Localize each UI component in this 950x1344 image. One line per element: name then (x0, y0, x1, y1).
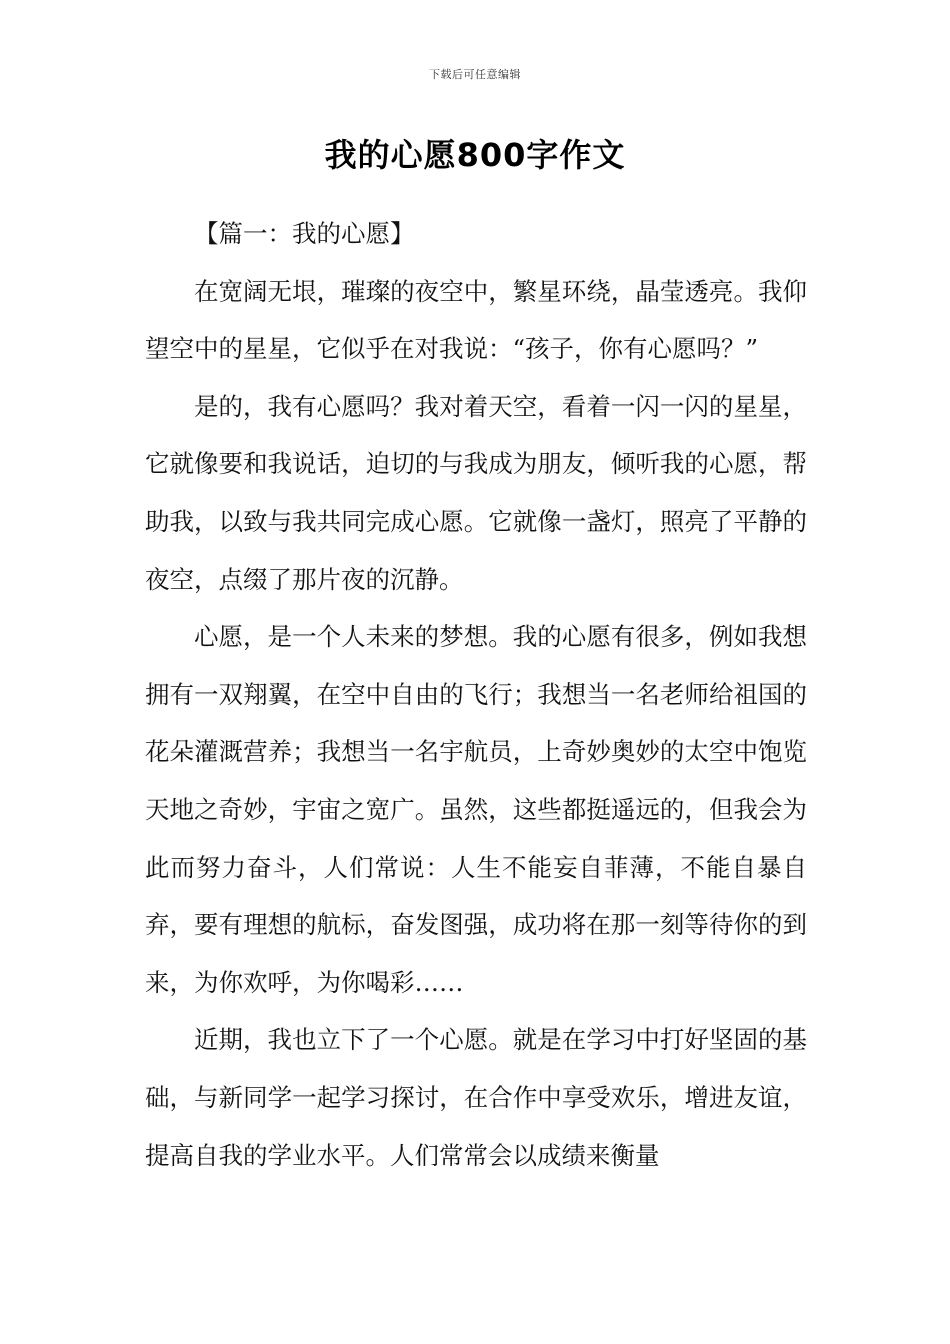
paragraph: 心愿，是一个人未来的梦想。我的心愿有很多，例如我想拥有一双翔翼，在空中自由的飞行；我想当一名老师给祖国的花朵灌溉营养；我想当一名宇航员，上奇妙奥妙的太空中饱览天地之奇妙，宇宙之宽广。虽然，这些都挺遥远的，但我会为此而努力奋斗，人们常说：人生不能妄自菲薄，不能自暴自弃，要有理想的航标，奋发图强，成功将在那一刻等待你的到来，为你欢呼，为你喝彩…… (145, 622, 807, 997)
paragraph: 近期，我也立下了一个心愿。就是在学习中打好坚固的基础，与新同学一起学习探讨，在合作中享受欢乐，增进友谊，提高自我的学业水平。人们常常会以成绩来衡量 (145, 1025, 807, 1170)
paragraph: 是的，我有心愿吗？我对着天空，看着一闪一闪的星星，它就像要和我说话，迫切的与我成为朋友，倾听我的心愿，帮助我，以致与我共同完成心愿。它就像一盏灯，照亮了平静的夜空，点缀了那片夜的沉静。 (145, 391, 807, 594)
paragraph: 在宽阔无垠，璀璨的夜空中，繁星环绕，晶莹透亮。我仰望空中的星星，它似乎在对我说：“孩子，你有心愿吗？” (145, 276, 807, 364)
section-heading: 【篇一：我的心愿】 (194, 219, 415, 248)
header-note: 下载后可任意编辑 (429, 68, 521, 81)
document-body (145, 205, 807, 1184)
document-title: 我的心愿800字作文 (324, 136, 626, 174)
